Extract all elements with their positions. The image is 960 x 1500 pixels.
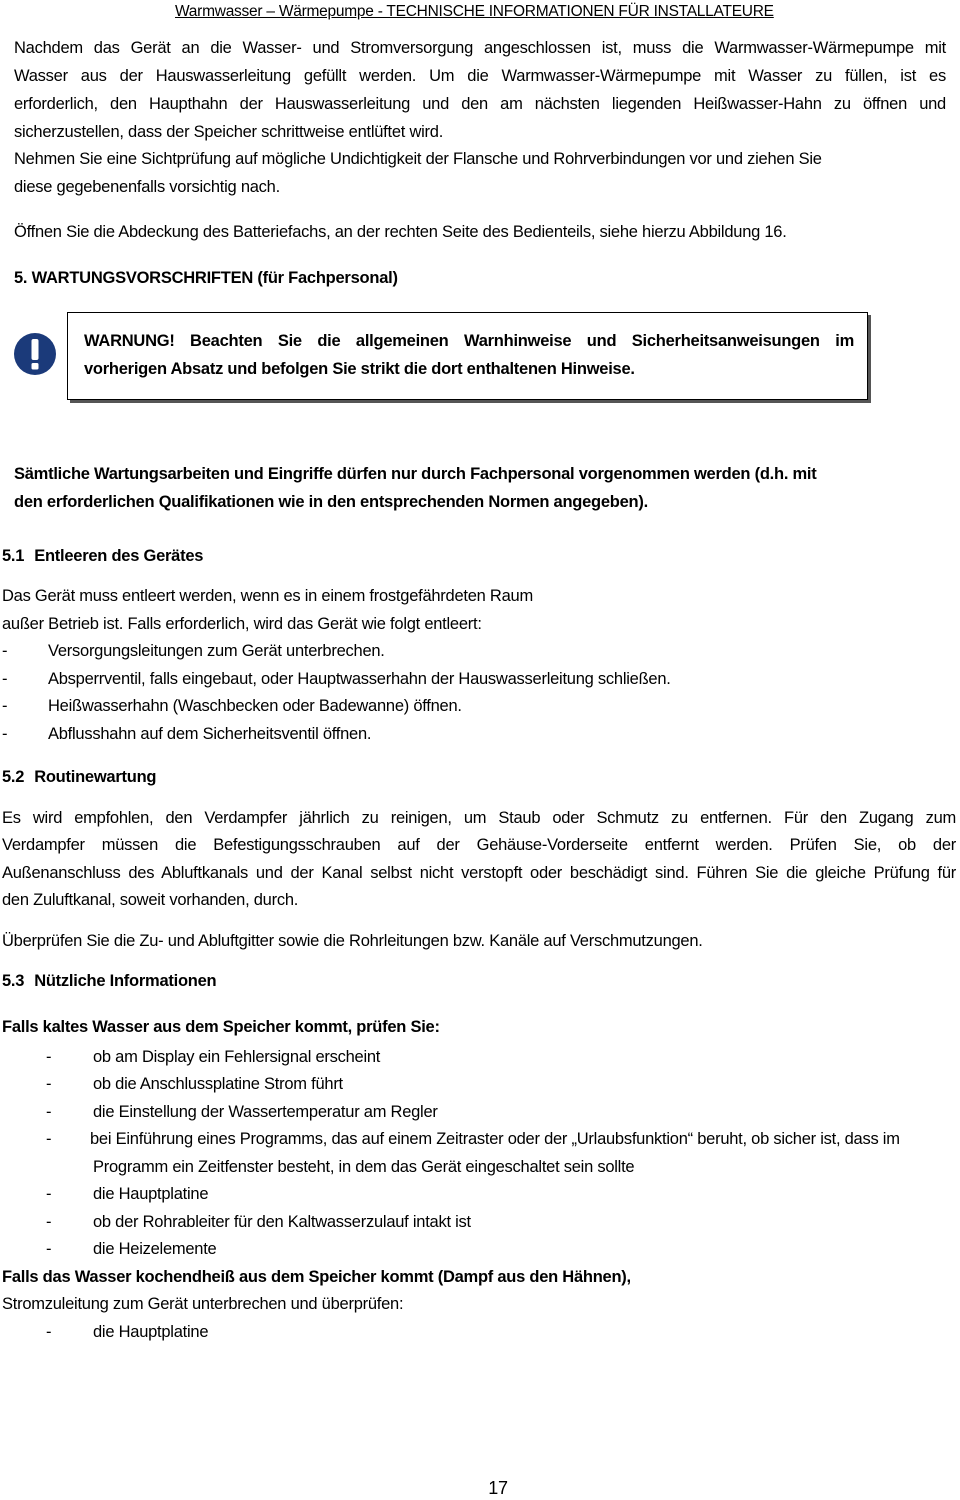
section-title: Nützliche Informationen bbox=[34, 972, 217, 990]
section-number: 5.1 bbox=[2, 547, 25, 565]
section-5-2-heading bbox=[2, 767, 156, 787]
section-5-heading: 5. WARTUNGSVORSCHRIFTEN (für Fachpersonal) bbox=[14, 269, 398, 287]
s52-line: Es wird empfohlen, den Verdampfer jährlich zu reinigen, um Staub oder Schmutz zu entfernen. Für den Zugang zum bbox=[2, 809, 956, 827]
section-5-1-heading bbox=[2, 546, 203, 566]
intro-line: Nachdem das Gerät an die Wasser- und Stromversorgung angeschlossen ist, muss die Warmwasser-Wärmepumpe mit bbox=[14, 39, 946, 57]
s51-line: außer Betrieb ist. Falls erforderlich, wird das Gerät wie folgt entleert: bbox=[2, 615, 482, 633]
intro-line: Wasser aus der Hauswasserleitung gefüllt werden. Um die Warmwasser-Wärmepumpe mit Wasser zu füllen, ist es bbox=[14, 67, 946, 85]
warning-text-line: WARNUNG! Beachten Sie die allgemeinen Warnhinweise und Sicherheitsanweisungen im bbox=[84, 332, 854, 350]
check-line: Nehmen Sie eine Sichtprüfung auf mögliche Undichtigkeit der Flansche und Rohrverbindungen vor und ziehen Sie bbox=[14, 150, 822, 168]
section-number: 5.3 bbox=[2, 972, 25, 990]
intro-line: sicherzustellen, dass der Speicher schrittweise entlüftet wird. bbox=[14, 123, 444, 141]
page-number: 17 bbox=[488, 1478, 508, 1498]
warning-text-line: vorherigen Absatz und befolgen Sie strikt die dort enthaltenen Hinweise. bbox=[84, 360, 635, 378]
battery-paragraph: Öffnen Sie die Abdeckung des Batteriefachs, an der rechten Seite des Bedienteils, siehe hierzu Abbildung 16. bbox=[14, 223, 787, 241]
section-title: Entleeren des Gerätes bbox=[34, 547, 204, 565]
list-item-continuation: Programm ein Zeitfenster besteht, in dem das Gerät eingeschaltet sein sollte bbox=[93, 1158, 635, 1176]
warning-box bbox=[67, 312, 868, 400]
s52-line: Außenanschluss des Abluftkanals und der Kanal selbst nicht verstopft oder beschädigt sind. Führen Sie die gleiche Prüfung für bbox=[2, 864, 956, 882]
cold-water-heading: Falls kaltes Wasser aus dem Speicher kommt, prüfen Sie: bbox=[2, 1018, 440, 1036]
hot-water-heading: Falls das Wasser kochendheiß aus dem Speicher kommt (Dampf aus den Hähnen), bbox=[2, 1268, 631, 1286]
hot-water-line: Stromzuleitung zum Gerät unterbrechen und überprüfen: bbox=[2, 1295, 404, 1313]
s52-line: den Zuluftkanal, soweit vorhanden, durch. bbox=[2, 891, 299, 909]
running-header: Warmwasser – Wärmepumpe - TECHNISCHE INFORMATIONEN FÜR INSTALLATEURE bbox=[175, 3, 774, 20]
section-title: Routinewartung bbox=[34, 768, 157, 786]
exclamation-circle-icon bbox=[13, 332, 57, 376]
notice-line: Sämtliche Wartungsarbeiten und Eingriffe dürfen nur durch Fachpersonal vorgenommen werden (d.h. mit bbox=[14, 465, 817, 483]
s52-line: Verdampfer müssen die Befestigungsschrauben auf der Gehäuse-Vorderseite entfernt werden. Prüfen Sie, ob der bbox=[2, 836, 956, 854]
s52-grille-line: Überprüfen Sie die Zu- und Abluftgitter sowie die Rohrleitungen bzw. Kanäle auf Verschmutzungen. bbox=[2, 932, 703, 950]
section-5-3-heading bbox=[2, 971, 216, 991]
notice-line: den erforderlichen Qualifikationen wie in den entsprechenden Normen angegeben). bbox=[14, 493, 648, 511]
s51-line: Das Gerät muss entleert werden, wenn es in einem frostgefährdeten Raum bbox=[2, 587, 533, 605]
intro-line: erforderlich, den Haupthahn der Hauswasserleitung und den am nächsten liegenden Heißwasser-Hahn zu öffnen und bbox=[14, 95, 946, 113]
check-line: diese gegebenenfalls vorsichtig nach. bbox=[14, 178, 280, 196]
section-number: 5.2 bbox=[2, 768, 25, 786]
